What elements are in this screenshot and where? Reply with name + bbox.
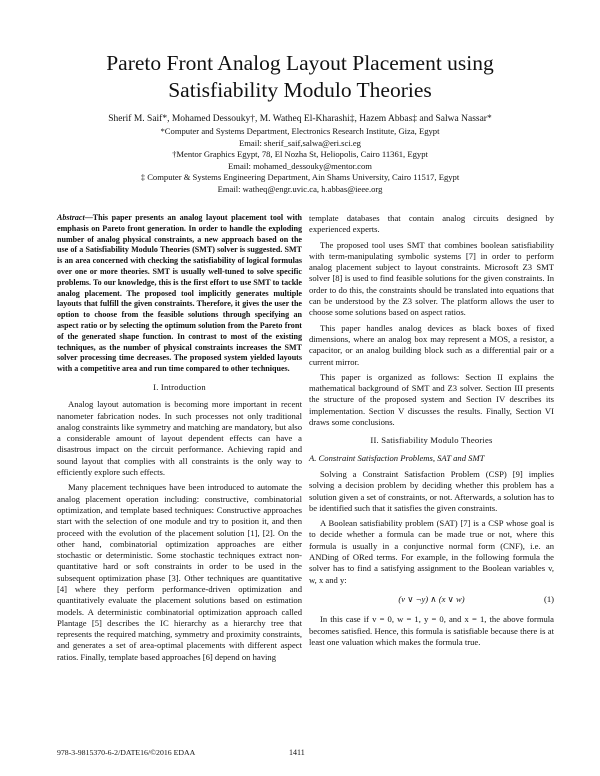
abstract bbox=[57, 213, 302, 375]
paper-title bbox=[40, 50, 560, 104]
affiliation-3-email: Email: watheq@engr.uvic.ca, h.abbas@ieee.org bbox=[217, 183, 383, 194]
intro-paragraph-1: Analog layout automation is becoming more important in recent nanometer fabrication nodes. In such processes not only traditional analog constraints like symmetry and matching are mandatory, but also a considerable amount of layout dependent effects can have a disastrous impact on the circuit performance. Achieving rapid and sound layout that complies with all constraints is the only way to efficiently explore such effects. bbox=[57, 399, 302, 478]
abstract-label: Abstract bbox=[57, 213, 85, 222]
intro-paragraph-3: template databases that contain analog circuits designed by experienced experts. bbox=[309, 213, 554, 235]
affiliation-1: *Computer and Systems Department, Electronics Research Institute, Giza, Egypt bbox=[160, 126, 440, 136]
affiliation-2-email: Email: mohamed_dessouky@mentor.com bbox=[228, 160, 372, 171]
author-list: Sherif M. Saif*, Mohamed Dessouky†, M. Watheq El-Kharashi‡, Hazem Abbas‡ and Salwa Nassar* bbox=[108, 114, 492, 124]
smt-paragraph-1: Solving a Constraint Satisfaction Problem (CSP) [9] implies solving a decision problem by deciding whether this problem has a solution given a set of constraints, or not. Afterwards, a solution has to be identified such that it satisfies the given constraints. bbox=[309, 468, 554, 513]
affiliations bbox=[30, 126, 570, 196]
section-2-heading: II. Satisfiability Modulo Theories bbox=[370, 435, 493, 446]
intro-paragraph-5: This paper handles analog devices as black boxes of fixed dimensions, where an analog box may represent a MOS, a resistor, a capacitor, or an analog building block such as a differential pair or a current mirror. bbox=[309, 322, 554, 367]
subsection-a-heading: A. Constraint Satisfaction Problems, SAT and SMT bbox=[309, 452, 485, 463]
right-column bbox=[309, 213, 554, 652]
affiliation-3: ‡ Computer & Systems Engineering Department, Ain Shams University, Cairo 11517, Egypt bbox=[140, 172, 460, 183]
footer-isbn: 978-3-9815370-6-2/DATE16/©2016 EDAA bbox=[57, 748, 196, 757]
smt-paragraph-2: A Boolean satisfiability problem (SAT) [7] is a CSP whose goal is to decide whether a formula can be made true or not, where this formula is usually in a conjunctive normal form (CNF), i.e. an ANDing of ORed terms. For example, in the following formula the solver has to find a satisfying assignment to the Boolean variables v, w, x and y: bbox=[309, 518, 554, 585]
intro-paragraph-6: This paper is organized as follows: Section II explains the mathematical background of SMT and Z3 solver. Section III presents the structure of the proposed system and Section IV describes its implementation. Section V discusses the results. Finally, Section VI draws some conclusions. bbox=[309, 371, 554, 428]
equation-number: (1) bbox=[543, 593, 554, 604]
intro-paragraph-2: Many placement techniques have been introduced to automate the analog placement operation including: constructive, combinatorial optimization, and template based techniques: Constructive approaches start with the selection of one module and try to position it, and then proceed with the evolution of the placement solution [1], [2]. On the other hand, combinatorial optimization approaches are either stochastic or deterministic. Some stochastic techniques extract non-quantitative hard or soft constraints in order to be used in the subsequent optimization phase [3]. Other techniques are quantitative [4] where they perform performance-driven optimization and quantitatively evaluate the placement solutions based on estimation models. A deterministic combinatorial optimization approach called Plantage [5] describes the IC hierarchy as a hierarchy tree that represents the required matching, symmetry and proximity constraints, and generates a set of area-optimal placements with different aspect ratios. Finally, template based approaches [6] depend on having bbox=[57, 482, 302, 662]
intro-paragraph-4: The proposed tool uses SMT that combines boolean satisfiability with term-manipulating symbolic systems [7] in order to perform analog placement subject to layout constraints. Microsoft Z3 SMT solver [8] is used to find feasible solutions for the given constraints. In order to do this, the constraints should be translated into equations that can be understood by the Z3 solver. The platform allows the user to choose some solutions based on aspect ratios. bbox=[309, 239, 554, 318]
abstract-text: —This paper presents an analog layout placement tool with emphasis on Pareto front generation. In order to handle the exploding number of analog physical constraints, a new approach based on the use of a Satisfiability Modulo Theories (SMT) solver is suggested. SMT is an area concerned with checking the satisfiability of logical formulas over one or more theories. SMT is usually well-tuned to solve specific problems. To our knowledge, this is the first effort to use SMT to tackle analog placement. The proposed tool implicitly generates multiple layouts that fulfill the given constraints. Therefore, it gives the user the option to choose from the feasible solutions through specifying an aspect ratio or by selecting the optimum solution from the Pareto front of the generated shape function. In contrast to most of the existing techniques, as the number of physical constraints increases the SMT solver processing time decreases. The proposed system yielded layouts with a competitive area and run time compared to other techniques. bbox=[57, 213, 302, 374]
page-number: 1411 bbox=[289, 748, 305, 757]
affiliation-1-email: Email: sherif_saif,salwa@eri.sci.eg bbox=[239, 137, 361, 148]
title-line-1: Pareto Front Analog Layout Placement using bbox=[106, 51, 494, 75]
section-1-heading: I. Introduction bbox=[153, 381, 206, 392]
title-line-2: Satisfiability Modulo Theories bbox=[168, 78, 432, 102]
equation-body: (v ∨ ¬y) ∧ (x ∨ w) bbox=[398, 593, 465, 604]
affiliation-2: †Mentor Graphics Egypt, 78, El Nozha St, Heliopolis, Cairo 11361, Egypt bbox=[172, 149, 428, 160]
smt-paragraph-3: In this case if v = 0, w = 1, y = 0, and x = 1, the above formula becomes satisfied. Hence, this formula is satisfiable because there is at least one valuation which makes the formula true. bbox=[309, 614, 554, 647]
equation-1 bbox=[309, 594, 554, 605]
left-column bbox=[57, 213, 302, 667]
